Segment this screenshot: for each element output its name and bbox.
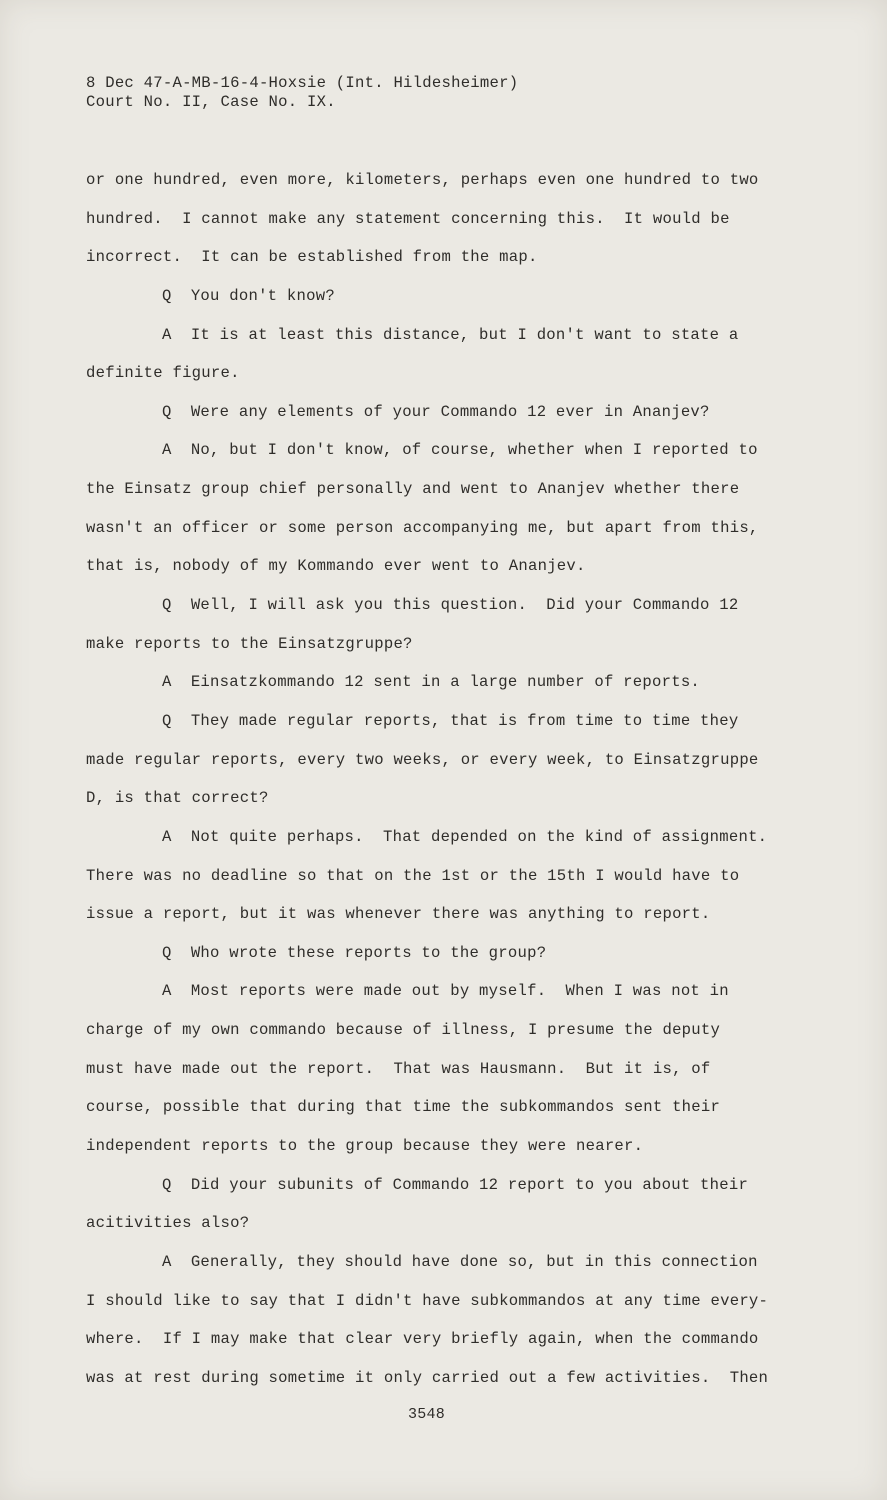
transcript-line: A It is at least this distance, but I don't want to state a bbox=[162, 325, 739, 344]
transcript-line: Q Who wrote these reports to the group? bbox=[162, 943, 547, 962]
transcript-line: definite figure. bbox=[86, 364, 240, 383]
transcript-line: make reports to the Einsatzgruppe? bbox=[86, 634, 413, 653]
transcript-line: hundred. I cannot make any statement concerning this. It would be bbox=[86, 209, 730, 228]
transcript-line: Q They made regular reports, that is from time to time they bbox=[162, 711, 739, 730]
transcript-line: D, is that correct? bbox=[86, 789, 269, 808]
transcript-line: issue a report, but it was whenever there was anything to report. bbox=[86, 905, 711, 924]
transcript-line: or one hundred, even more, kilometers, perhaps even one hundred to two bbox=[86, 171, 759, 189]
transcript-line: course, possible that during that time the subkommandos sent their bbox=[86, 1098, 721, 1117]
transcript-line: A Generally, they should have done so, but in this connection bbox=[162, 1252, 758, 1271]
transcript-line: was at rest during sometime it only carried out a few activities. Then bbox=[86, 1368, 769, 1387]
transcript-line: A Not quite perhaps. That depended on the kind of assignment. bbox=[162, 827, 768, 846]
transcript-line: the Einsatz group chief personally and went to Ananjev whether there bbox=[86, 480, 740, 499]
page-number: 3548 bbox=[408, 1406, 446, 1423]
transcript-line: independent reports to the group because they were nearer. bbox=[86, 1137, 644, 1156]
transcript-line: Q Were any elements of your Commando 12 ever in Ananjev? bbox=[162, 402, 710, 421]
transcript-line: that is, nobody of my Kommando ever went to Ananjev. bbox=[86, 557, 586, 576]
transcript-line: I should like to say that I didn't have subkommandos at any time every- bbox=[86, 1291, 769, 1310]
header-line-date-reference: 8 Dec 47-A-MB-16-4-Hoxsie (Int. Hildesheimer) bbox=[86, 74, 519, 92]
transcript-body bbox=[86, 168, 786, 1405]
transcript-line: Q Well, I will ask you this question. Did your Commando 12 bbox=[162, 596, 739, 615]
transcript-line: incorrect. It can be established from the map. bbox=[86, 248, 538, 267]
transcript-line: made regular reports, every two weeks, or every week, to Einsatzgruppe bbox=[86, 750, 759, 769]
header-line-court-case: Court No. II, Case No. IX. bbox=[86, 93, 336, 111]
transcript-line: acitivities also? bbox=[86, 1214, 250, 1233]
transcript-line: A Einsatzkommando 12 sent in a large number of reports. bbox=[162, 673, 701, 692]
transcript-line: wasn't an officer or some person accompanying me, but apart from this, bbox=[86, 518, 759, 537]
transcript-line: A Most reports were made out by myself. When I was not in bbox=[162, 982, 729, 1001]
transcript-line: charge of my own commando because of illness, I presume the deputy bbox=[86, 1021, 721, 1040]
transcript-line: A No, but I don't know, of course, whether when I reported to bbox=[162, 441, 758, 460]
transcript-line: There was no deadline so that on the 1st or the 15th I would have to bbox=[86, 866, 740, 885]
document-header bbox=[86, 74, 518, 112]
transcript-line: Q You don't know? bbox=[162, 286, 335, 305]
transcript-line: where. If I may make that clear very briefly again, when the commando bbox=[86, 1330, 759, 1349]
transcript-line: Q Did your subunits of Commando 12 report to you about their bbox=[162, 1175, 749, 1194]
transcript-line: must have made out the report. That was Hausmann. But it is, of bbox=[86, 1059, 711, 1078]
